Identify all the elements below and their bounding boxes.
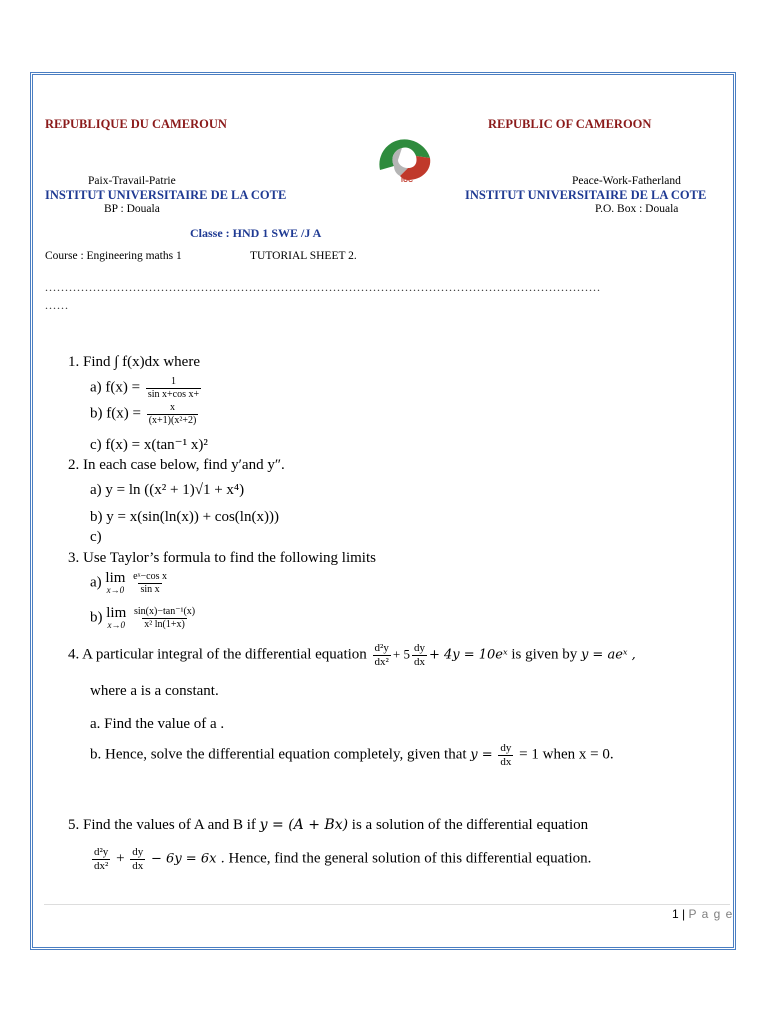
q1-lead: 1. Find ∫ f(x)dx where: [68, 354, 200, 370]
q5-lead: 5. Find the values of A and B if y = (A + Bx) is a solution of the differential equation: [68, 817, 589, 833]
q1-a: a) f(x) = $\frac{1}{\text{sin x+cos x+}}$: [90, 376, 200, 400]
q3-lead: 3. Use Taylor’s formula to find the following limits: [68, 550, 376, 566]
right-motto: Peace-Work-Fatherland: [572, 175, 681, 187]
q2-a: a) y = ln ((x² + 1)√1 + x⁴): [90, 482, 245, 498]
page-separator: |: [682, 907, 686, 921]
separator-dots: ...........................................................................................................................................: [45, 280, 601, 294]
q2-lead: 2. In each case below, find y′and y″.: [68, 457, 285, 473]
q5-equation: $\frac{\text{d²y}}{\text{dx²}}$ + $\frac{dy}{dx}$ − 6y = 6x . Hence, find the general solution of this differential equation.: [94, 846, 592, 872]
q3-b: b) lim x→0 $\frac{\text{sin(x)−tan⁻¹(x)}}{\text{x² ln(1+x)}}$: [90, 605, 196, 630]
right-institute: INSTITUT UNIVERSITAIRE DE LA COTE: [465, 188, 707, 202]
course-label: Course : Engineering maths 1: [45, 250, 182, 262]
page-label: P a g e: [688, 907, 734, 921]
left-institute: INSTITUT UNIVERSITAIRE DE LA COTE: [45, 188, 287, 202]
q1-b: b) f(x) = $\frac{x}{\text{(x+1)(x²+2)}}$: [90, 402, 197, 426]
left-motto: Paix-Travail-Patrie: [88, 175, 176, 187]
right-address: P.O. Box : Douala: [595, 203, 679, 215]
class-label: Classe : HND 1 SWE /J A: [190, 226, 322, 240]
q4-part-a: a. Find the value of a .: [90, 716, 225, 732]
right-country: REPUBLIC OF CAMEROON: [488, 117, 652, 131]
left-address: BP : Douala: [104, 203, 160, 215]
institute-logo: [370, 132, 438, 184]
q2-c: c): [90, 529, 102, 545]
left-country: REPUBLIQUE DU CAMEROUN: [45, 117, 227, 131]
q4-part-b: b. Hence, solve the differential equation completely, given that y = $\frac{dy}{dx}$ = 1 when x = 0.: [90, 742, 614, 768]
q2-b: b) y = x(sin(ln(x)) + cos(ln(x))): [90, 509, 279, 525]
q4-lead: 4. A particular integral of the differential equation $\frac{\text{d²y}}{\text{dx²}}$ + 5 $\frac{dy}{dx}$ + 4y = 10eˣ is given by y = aeˣ ,: [68, 642, 636, 668]
separator-dots-2: ......: [45, 298, 69, 312]
q4-where: where a is a constant.: [90, 683, 219, 699]
page-footer: [672, 907, 733, 921]
footer-rule: [44, 904, 730, 905]
q3-a: a) lim x→0 $\frac{\text{eˣ−cos x}}{\text{sin x}}$: [90, 570, 167, 595]
sheet-title: TUTORIAL SHEET 2.: [250, 250, 357, 262]
svg-text:IUC: IUC: [401, 177, 414, 184]
q1-c: c) f(x) = x(tan⁻¹ x)²: [90, 437, 208, 453]
page-number: 1: [672, 907, 679, 921]
